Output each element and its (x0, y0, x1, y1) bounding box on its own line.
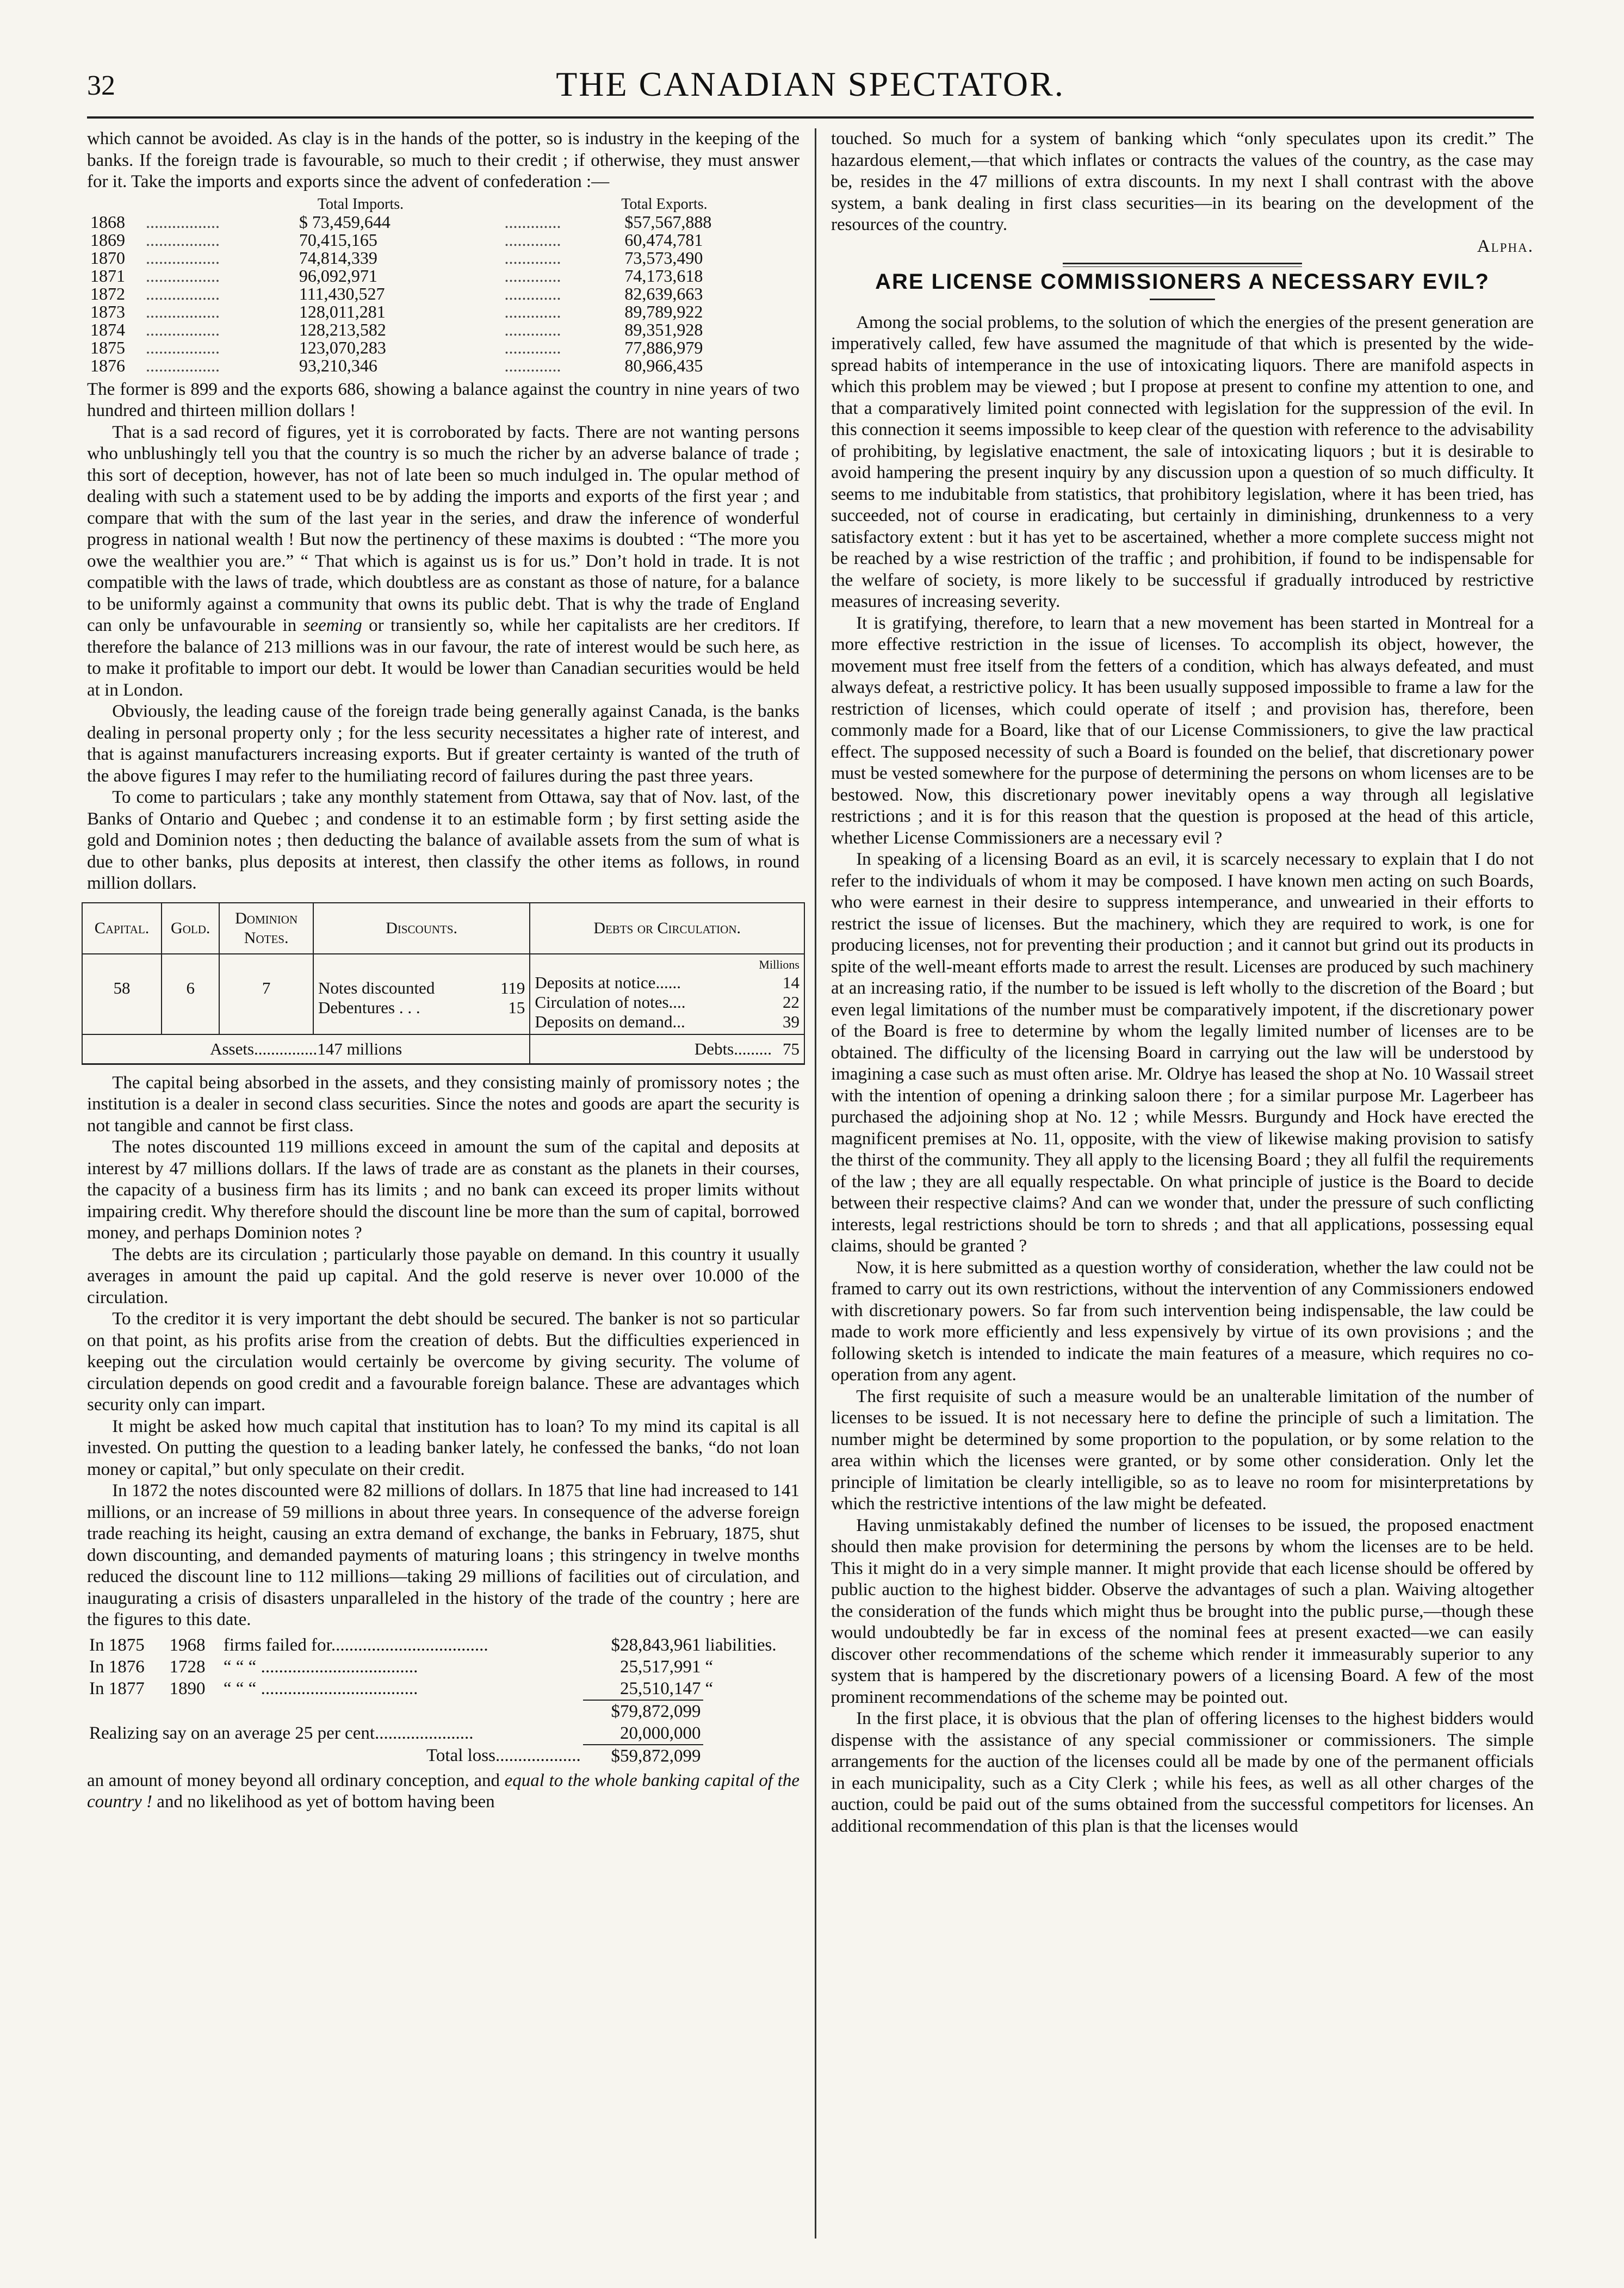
text-run: or transiently so, while her capitalists are her creditors. If therefore the balance of 213 millions was in our favour, the rate of interest would be such here, as to make it profitable to import our debt. It would be lower than Canadian securities would be held at in London. (87, 616, 800, 700)
paragraph: Having unmistakably defined the number of licenses to be issued, the proposed enactment should then make provision for determining the persons by whom the licenses are to be held. This it might do in a very simple manner. It might provide that each license should be offered by public auction to the highest bidder. Observe the advantages of such a plan. Waiving altogether the consideration of the funds which might thus be brought into the public purse,—though these would undoubtedly be far in excess of the nominal fees at present exacted—we can easily discover other recommendations of the scheme which render it immeasurably superior to any system that is hampered by the discretionary powers of a licensing Board. A few of the most prominent recommendations of the scheme may be pointed out. (831, 1515, 1534, 1707)
trade-year: 1875 (90, 337, 125, 357)
failure-row (87, 1678, 799, 1700)
total-loss-row (87, 1745, 799, 1767)
paragraph: The debts are its circulation ; particularly those payable on demand. In this country it usually averages in amount the paid up capital. And the gold reserve is never over 10.000 of the circulation. (87, 1244, 799, 1307)
debt-label: Circulation of notes.... (535, 992, 686, 1012)
debt-item (535, 973, 799, 993)
paragraph: Obviously, the leading cause of the foreign trade being generally against Canada, is the banks dealing in personal property only ; for the less security necessitates a higher rate of interest, and that is against manufacturers increasing exports. But if greater certainty is wanted of the truth of the above figures I may refer to the humiliating record of failures during the past three years. (87, 702, 799, 786)
failure-count: 1968 (169, 1635, 206, 1655)
trade-imports: 128,011,281 (299, 301, 386, 321)
imports-header: Total Imports. (317, 195, 404, 213)
trade-year: 1876 (90, 355, 125, 375)
trade-exports: 89,351,928 (624, 319, 703, 339)
leader-dots: ................. (146, 230, 220, 250)
debt-label: Deposits on demand... (535, 1012, 685, 1031)
paragraph (87, 1770, 799, 1813)
realizing-label: Realizing say on an average 25 per cent...................... (89, 1723, 474, 1743)
bank-table-totals (82, 1034, 804, 1064)
discount-label: Notes discounted (318, 978, 435, 997)
paragraph (87, 422, 799, 702)
failure-amount: 25,517,991 (620, 1657, 701, 1677)
leader-dots: ................. (146, 337, 220, 357)
discount-item (318, 978, 525, 998)
leader-dots: ................. (146, 212, 220, 232)
trade-exports: 80,966,435 (624, 355, 703, 375)
emphasis: seeming (303, 616, 362, 635)
trade-row (87, 249, 799, 267)
debts-total-label: Debts......... (694, 1039, 772, 1058)
failures-table (87, 1634, 799, 1767)
debt-item (535, 993, 799, 1012)
header-rule (87, 116, 1534, 119)
failures-sum: $79,872,099 (583, 1700, 703, 1722)
paragraph: The former is 899 and the exports 686, showing a balance against the country in nine years of two hundred and thirteen million dollars ! (87, 379, 799, 420)
trade-imports: $ 73,459,644 (299, 212, 390, 232)
paragraph: It is gratifying, therefore, to learn that a new movement has been started in Montreal for a more effective restriction in the issue of licenses. To accomplish its object, however, the movement must free itself from the fetters of a condition, which has always defeated, and must always defeat, a restrictive policy. It has been usually supposed impossible to frame a law for the restriction of licenses, which could operate of itself ; and provision has, therefore, been commonly made for a Board, like that of our License Commissioners, to give the law practical effect. The supposed necessity of such a Board is founded on the belief, that discretionary power must be vested somewhere for the purpose of determining the persons on whom licenses are to be bestowed. Now, this discretionary power inevitably opens a way through all legislative restrictions ; and it is for this reason that the question is proposed at the head of this article, whether License Commissioners are a necessary evil ? (831, 613, 1534, 848)
paragraph: The notes discounted 119 millions exceed in amount the sum of the capital and deposits at interest by 47 millions dollars. If the laws of trade are as constant as the planets in their courses, the capacity of a business firm has its limits ; and no bank can exceed its proper limits without impairing credit. Why therefore should the discount line be more than the sum of capital, borrowed money, and perhaps Dominion notes ? (87, 1137, 799, 1243)
trade-year: 1870 (90, 247, 125, 268)
trade-year: 1871 (90, 265, 125, 286)
discounts-header: Discounts. (313, 903, 530, 954)
trade-table-header (87, 195, 799, 213)
dominion-notes-header: Dominion Notes. (219, 903, 313, 954)
trade-exports: $57,567,888 (624, 212, 712, 232)
trade-imports: 123,070,283 (299, 337, 386, 357)
paragraph: To the creditor it is very important the debt should be secured. The banker is not so particular on that point, as his profits arise from the creation of debts. But the difficulties experienced in keeping out the circulation would certainly be overcome by giving security. The volume of circulation depends on good credit and a favourable foreign balance. These are advantages which security only can impart. (87, 1309, 799, 1415)
trade-imports: 74,814,339 (299, 247, 377, 268)
trade-row (87, 321, 799, 339)
failure-text: “ “ “ ................................... (223, 1679, 418, 1698)
trade-row (87, 285, 799, 303)
total-loss-value: $59,872,099 (583, 1745, 703, 1767)
signature: Alpha. (1477, 236, 1534, 256)
failure-tail: liabilities. (705, 1635, 777, 1655)
paragraph: touched. So much for a system of banking which “only speculates upon its credit.” The hazardous element,—that which inflates or contracts the values of the country, as the case may be, resides in the 47 millions of extra discounts. In my next I shall contrast with the above system, a bank dealing in first class securities—in its bearing on the development of the resources of the country. (831, 129, 1534, 234)
failure-row (87, 1634, 799, 1656)
paragraph: In the first place, it is obvious that the plan of offering licenses to the highest bidders would dispense with the assistance of any special commissioner or commissioners. The simple arrangements for the auction of the licenses could all be made by one of the permanent officials in each municipality, such as a City Clerk ; while his fees, as well as all other charges of the auction, could be paid out of the sums obtained from the successful competitors for licenses. An additional recommendation of this plan is that the licenses would (831, 1709, 1534, 1836)
discount-value: 119 (500, 978, 525, 997)
trade-imports: 96,092,971 (299, 265, 377, 286)
failure-amount: 25,510,147 (620, 1678, 701, 1698)
discount-label: Debentures . . . (318, 997, 420, 1017)
trade-table (87, 195, 799, 375)
debts-header: Debts or Circulation. (530, 903, 804, 954)
assets-total: Assets...............147 millions (82, 1034, 530, 1064)
trade-exports: 73,573,490 (624, 247, 703, 268)
failure-year: In 1876 (89, 1657, 145, 1677)
bank-table-header (82, 903, 804, 954)
exports-header: Total Exports. (621, 195, 708, 213)
leader-dots: ................. (146, 283, 220, 303)
trade-row (87, 357, 799, 375)
section-rule (1063, 263, 1302, 267)
trade-exports: 82,639,663 (624, 283, 703, 303)
millions-label: Millions (759, 957, 799, 971)
leader-dots: ................. (146, 355, 220, 375)
leader-dots: ............. (504, 355, 561, 375)
trade-exports: 77,886,979 (624, 337, 703, 357)
paragraph: The first requisite of such a measure would be an unalterable limitation of the number of licenses to be issued. It is not necessary here to define the principle of such a limitation. The number might be determined by some proportion to the population, or by some relation to the area within which the licenses were granted, or by some other consideration. Only let the principle of limitation be clearly intelligible, so as to leave no room for misinterpretations by which the restrictive intentions of the law might be defeated. (831, 1386, 1534, 1514)
failure-row (87, 1656, 799, 1678)
trade-imports: 111,430,527 (299, 283, 385, 303)
trade-row (87, 267, 799, 285)
leader-dots: ............. (504, 247, 561, 268)
left-column (87, 128, 799, 1813)
failure-text: firms failed for................................... (223, 1635, 488, 1655)
bank-statement-table (82, 902, 805, 1065)
heading-rule (1150, 299, 1215, 300)
realizing-value: 20,000,000 (620, 1723, 701, 1743)
failure-count: 1890 (169, 1679, 206, 1698)
trade-row (87, 339, 799, 357)
leader-dots: ............. (504, 301, 561, 321)
leader-dots: ................. (146, 265, 220, 286)
leader-dots: ................. (146, 319, 220, 339)
debt-value: 39 (783, 1012, 799, 1031)
masthead-title: THE CANADIAN SPECTATOR. (556, 65, 1065, 103)
leader-dots: ............. (504, 230, 561, 250)
discount-item (318, 998, 525, 1018)
trade-row (87, 231, 799, 249)
gold-header: Gold. (162, 903, 219, 954)
leader-dots: ............. (504, 212, 561, 232)
failure-amount: $28,843,961 (611, 1635, 701, 1655)
trade-year: 1868 (90, 212, 125, 232)
debt-item (535, 1012, 799, 1032)
leader-dots: ............. (504, 319, 561, 339)
failure-tail: “ (705, 1657, 714, 1677)
paragraph: In 1872 the notes discounted were 82 millions of dollars. In 1875 that line had increased to 141 millions, or an increase of 59 millions in about three years. In consequence of the adverse foreign trade reaching its height, causing an extra demand of exchange, the banks in February, 1875, shut down discounting, and demanded payments of maturing loans ; this stringency in twelve months reduced the discount line to 112 millions—taking 29 millions of facilities out of circulation, and inaugurating a crisis of disasters unparalleled in the history of the trade of the country ; here are the figures to this date. (87, 1481, 799, 1629)
paragraph: Among the social problems, to the solution of which the energies of the present generation are imperatively called, few have assumed the magnitude of that which is presented by the wide-spread habits of intemperance in the use of intoxicating liquors. There are manifold aspects in which this problem may be viewed ; but I propose at present to confine my attention to one, and that a comparatively limited point connected with legislation for the suppression of the evil. In this connection it seems impossible to keep clear of the question with reference to the advisability of prohibiting, by legislative enactment, the sale of intoxicating liquors ; but it is desirable to avoid hampering the present inquiry by any discussion upon a question of so much difficulty. It seems to me indubitable from statistics, that prohibitory legislation, where it has been tried, has succeeded, not of course in eradicating, but certainly in diminishing, drunkenness to a very satisfactory extent : but it has yet to be ascertained, whether a more complete success might not be reached by a wise restriction of the traffic ; and prohibition, if found to be indispensable for the welfare of society, is more likely to be successful if gradually introduced by restrictive measures of increasing severity. (831, 312, 1534, 611)
text-run: and no likelihood as yet of bottom having been (157, 1792, 495, 1812)
leader-dots: ............. (504, 283, 561, 303)
page-number: 32 (87, 70, 115, 101)
paragraph: which cannot be avoided. As clay is in the hands of the potter, so is industry in the keeping of the banks. If the foreign trade is favourable, so much to their credit ; if otherwise, they must answer for it. Take the imports and exports since the advent of confederation :— (87, 129, 799, 191)
trade-exports: 60,474,781 (624, 230, 703, 250)
trade-imports: 70,415,165 (299, 230, 377, 250)
failure-year: In 1877 (89, 1679, 145, 1698)
dominion-notes-value: 7 (219, 954, 313, 1034)
debts-total-value: 75 (783, 1039, 799, 1058)
article-heading: ARE LICENSE COMMISSIONERS A NECESSARY EVIL? (875, 270, 1490, 294)
debt-value: 14 (783, 972, 799, 992)
trade-exports: 89,789,922 (624, 301, 703, 321)
trade-year: 1874 (90, 319, 125, 339)
failure-tail: “ (705, 1679, 714, 1698)
page-header (87, 64, 1534, 113)
debt-label: Deposits at notice...... (535, 972, 681, 992)
failure-text: “ “ “ ................................... (223, 1657, 418, 1677)
debts-total-cell (530, 1034, 804, 1064)
failures-sum-row (87, 1700, 799, 1722)
debt-value: 22 (783, 992, 799, 1012)
paragraph: In speaking of a licensing Board as an evil, it is scarcely necessary to explain that I do not refer to the individuals of whom it may be composed. I have known men acting on such Boards, who were earnest in their desire to suppress intemperance, and unwearied in their efforts to restrict the issue of licenses. But the machinery, which they are required to work, is one for producing licenses, not for preventing their production ; and it cannot but grind out its products in spite of the well-meant efforts made to arrest the result. Licenses are produced by such machinery at an increasing ratio, if the number to be issued is left wholly to the discretion of the Board ; but even legal limitations of the number must be comparatively impotent, if the discretionary power of the Board is free to determine by whom the legally limited number of licenses are to be obtained. The difficulty of the licensing Board in carrying out the law will be understood by imagining a case such as must often arise. Mr. Oldrye has leased the shop at No. 10 Wassail street with the intention of opening a drinking saloon there ; for a similar purpose Mr. Lagerbeer has purchased the adjoining shop at No. 12 ; while Messrs. Burgundy and Hock have erected the magnificent premises at No. 11, opposite, with the view of likewise making provision to satisfy the thirst of the community. They all apply to the licensing Board ; they all fulfil the requirements of the law ; they are all equally respectable. On what principle of justice is the Board to decide between their respective claims? And can we wonder that, under the pressure of such conflicting interests, legal restrictions should be torn to shreds ; and that all applications, possessing equal claims, should be granted ? (831, 850, 1534, 1256)
leader-dots: ............. (504, 337, 561, 357)
bank-table-body (82, 954, 804, 1034)
discount-value: 15 (508, 997, 525, 1017)
paragraph: It might be asked how much capital that institution has to loan? To my mind its capital is all invested. On putting the question to a leading banker lately, he confessed the banks, “do not loan money or capital,” but only speculate on their credit. (87, 1416, 799, 1479)
total-loss-label: Total loss................... (426, 1746, 581, 1765)
right-column (831, 128, 1534, 1837)
discounts-cell (313, 954, 530, 1034)
column-divider (815, 128, 816, 2239)
gold-value: 6 (162, 954, 219, 1034)
trade-row (87, 303, 799, 321)
realizing-row (87, 1722, 799, 1745)
trade-year: 1869 (90, 230, 125, 250)
failure-year: In 1875 (89, 1635, 145, 1655)
emphasis: equal to the whole banking capital of the country ! (87, 1770, 800, 1812)
trade-imports: 128,213,582 (299, 319, 386, 339)
paragraph: The capital being absorbed in the assets, and they consisting mainly of promissory notes ; the institution is a dealer in second class securities. Since the notes and goods are apart the security is not tangible and cannot be first class. (87, 1072, 799, 1136)
capital-value: 58 (82, 954, 162, 1034)
text-run: That is a sad record of figures, yet it is corroborated by facts. There are not wanting persons who unblushingly tell you that the country is so much the richer by an adverse balance of trade ; this sort of deception, however, has not of late been so much indulged in. The opular method of dealing with such a statement used to be by adding the imports and exports of the first year ; and compare that with the sum of the last year in the series, and draw the inference of wonderful progress in national wealth ! But now the pertinency of these maxims is doubted : “The more you owe the wealthier you are.” “ That which is against us is for us.” Don’t hold in trade. It is not compatible with the laws of trade, which doubtless are as constant as those of nature, for a balance to be uniformly against a community that owns its public debt. That is why the trade of England can only be unfavourable in (87, 422, 799, 635)
trade-imports: 93,210,346 (299, 355, 377, 375)
capital-header: Capital. (82, 903, 162, 954)
debts-cell (530, 954, 804, 1034)
failure-count: 1728 (169, 1657, 206, 1677)
paragraph: To come to particulars ; take any monthly statement from Ottawa, say that of Nov. last, of the Banks of Ontario and Quebec ; and condense it to an estimable form ; by first setting aside the gold and Dominion notes ; then deducting the balance of available assets from the sum of what is due to other banks, plus deposits at interest, then classify the other items as follows, in round million dollars. (87, 788, 799, 893)
trade-row (87, 213, 799, 231)
paragraph: Now, it is here submitted as a question worthy of consideration, whether the law could not be framed to carry out its own restrictions, without the intervention of any Commissioners endowed with discretionary powers. So far from such intervention being indispensable, the law could be made to work more efficiently and less expensively by virtue of its own provisions ; and the following sketch is intended to indicate the main features of a measure, which requires no co-operation from any agent. (831, 1257, 1534, 1385)
trade-year: 1873 (90, 301, 125, 321)
leader-dots: ................. (146, 301, 220, 321)
leader-dots: ................. (146, 247, 220, 268)
trade-year: 1872 (90, 283, 125, 303)
trade-exports: 74,173,618 (624, 265, 703, 286)
leader-dots: ............. (504, 265, 561, 286)
text-run: an amount of money beyond all ordinary conception, and (87, 1770, 500, 1790)
